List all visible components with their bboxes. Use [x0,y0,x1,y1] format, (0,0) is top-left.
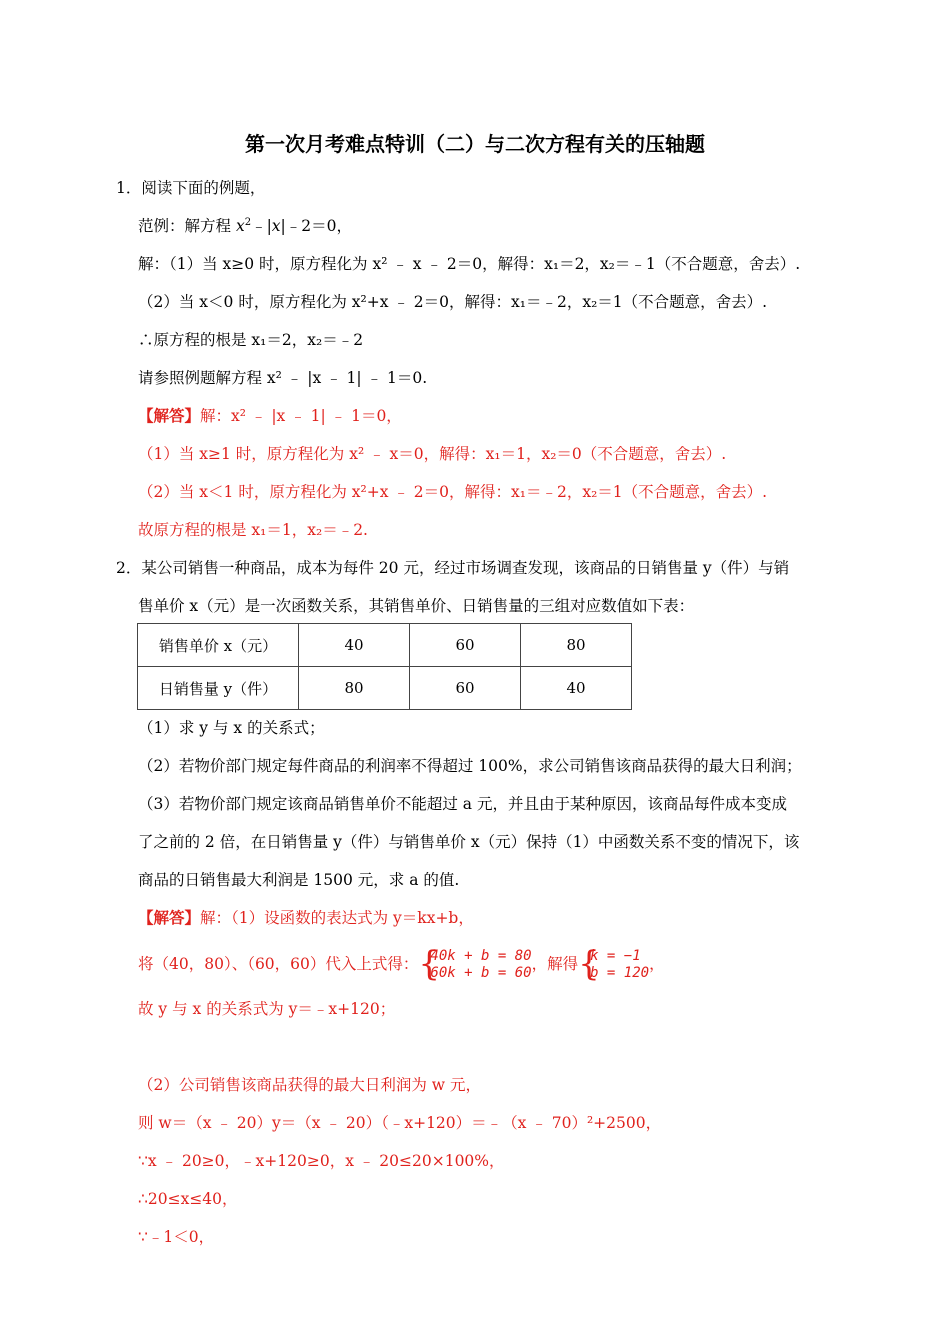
q2-answer-2-end: ， [649,955,665,973]
table-cell: 80 [299,667,410,710]
table-row-label: 销售单价 x（元） [138,624,299,667]
equation-row: 60k + b = 60 [430,965,532,981]
equation-system-2 [578,944,650,984]
q2-part-2: （2）若物价部门规定每件商品的利润率不得超过 100%，求公司销售该商品获得的最大日利润； [138,757,802,775]
q1-answer-tag: 【解答】 [138,406,201,425]
q1-number: 1． [116,179,142,197]
q2-text-1-body: 某公司销售一种商品，成本为每件 20 元，经过市场调查发现，该商品的日销售量 y（件）与销 [141,559,790,577]
q2-part-3b: 了之前的 2 倍，在日销售量 y（件）与销售单价 x（元）保持（1）中函数关系不变的情况下，该 [138,833,800,851]
table-row [138,667,632,710]
q2-answer-7: ∴20≤x≤40， [138,1190,238,1208]
table-cell: 60 [410,624,521,667]
q2-text-1 [116,557,789,579]
equation-row: k = −1 [590,948,641,964]
q1-case1: 解：（1）当 x≥0 时，原方程化为 x² ﹣ x ﹣ 2＝0，解得：x₁＝2，x₂＝﹣1（不合题意，舍去）. [138,255,801,273]
table-cell: 80 [521,624,632,667]
q1-example-op: ﹣| [251,217,272,235]
q1-answer-case2: （2）当 x＜1 时，原方程化为 x²+x ﹣ 2＝0，解得：x₁＝﹣2，x₂＝1（不合题意，舍去）. [138,483,768,501]
q2-answer-2 [138,946,665,982]
table-row [138,624,632,667]
table-cell: 40 [521,667,632,710]
q2-part-1: （1）求 y 与 x 的关系式； [138,719,325,737]
q2-part-3a: （3）若物价部门规定该商品销售单价不能超过 a 元，并且由于某种原因，该商品每件成本变成 [138,795,787,813]
equation-row: b = 120 [590,965,650,981]
q1-intro [116,177,265,199]
price-volume-table [137,623,632,710]
q2-answer-8: ∵﹣1＜0， [138,1228,215,1246]
table-cell: 60 [410,667,521,710]
page-title: 第一次月考难点特训（二）与二次方程有关的压轴题 [245,132,705,156]
q2-answer-6: ∵x ﹣ 20≥0，﹣x+120≥0，x ﹣ 20≤20×100%， [138,1152,505,1170]
q1-example [138,215,352,237]
equation-system-1 [418,944,532,984]
q2-answer-3: 故 y 与 x 的关系式为 y＝﹣x+120； [138,1000,396,1018]
q1-task: 请参照例题解方程 x² ﹣ |x ﹣ 1| ﹣ 1＝0. [138,369,428,387]
table-cell: 40 [299,624,410,667]
q2-number: 2． [116,559,142,577]
q1-answer-final: 故原方程的根是 x₁＝1，x₂＝﹣2. [138,521,368,539]
q1-example-var2: x [271,217,281,235]
q2-answer-tag: 【解答】 [138,908,201,927]
q2-answer-4: （2）公司销售该商品获得的最大日利润为 w 元， [138,1076,481,1094]
q2-text-2: 售单价 x（元）是一次函数关系，其销售单价、日销售量的三组对应数值如下表： [138,597,695,615]
brace-icon: { [578,944,600,984]
q1-answer-case1: （1）当 x≥1 时，原方程化为 x² ﹣ x＝0，解得：x₁＝1，x₂＝0（不合题意，舍去）. [138,445,727,463]
q1-example-exp: 2 [244,217,252,228]
equation-row: 40k + b = 80 [430,948,532,964]
q1-example-rest: |﹣2＝0， [280,217,352,235]
brace-icon: { [418,944,441,984]
q2-part-3c: 商品的日销售最大利润是 1500 元，求 a 的值. [138,871,460,889]
q2-answer-1 [138,907,474,929]
q1-answer-text: 解：x² ﹣ |x ﹣ 1| ﹣ 1＝0， [200,407,402,425]
q1-roots: ∴原方程的根是 x₁＝2，x₂＝﹣2 [138,331,364,349]
q2-answer-2-mid: ，解得 [531,955,579,973]
q1-example-var: x [235,217,245,235]
q1-case2: （2）当 x＜0 时，原方程化为 x²+x ﹣ 2＝0，解得：x₁＝﹣2，x₂＝1（不合题意，舍去）. [138,293,768,311]
q1-intro-text: 阅读下面的例题， [141,179,266,197]
q2-answer-2-pre: 将（40，80）、（60，60）代入上式得： [138,955,419,973]
q1-example-label: 范例：解方程 [138,217,236,235]
q1-answer-line [138,405,402,427]
q2-answer-1-text: 解：（1）设函数的表达式为 y＝kx+b， [200,909,474,927]
q2-answer-5: 则 w＝（x ﹣ 20）y＝（x ﹣ 20）（﹣x+120）＝﹣（x ﹣ 70）²+2500， [138,1114,662,1132]
table-row-label: 日销售量 y（件） [138,667,299,710]
